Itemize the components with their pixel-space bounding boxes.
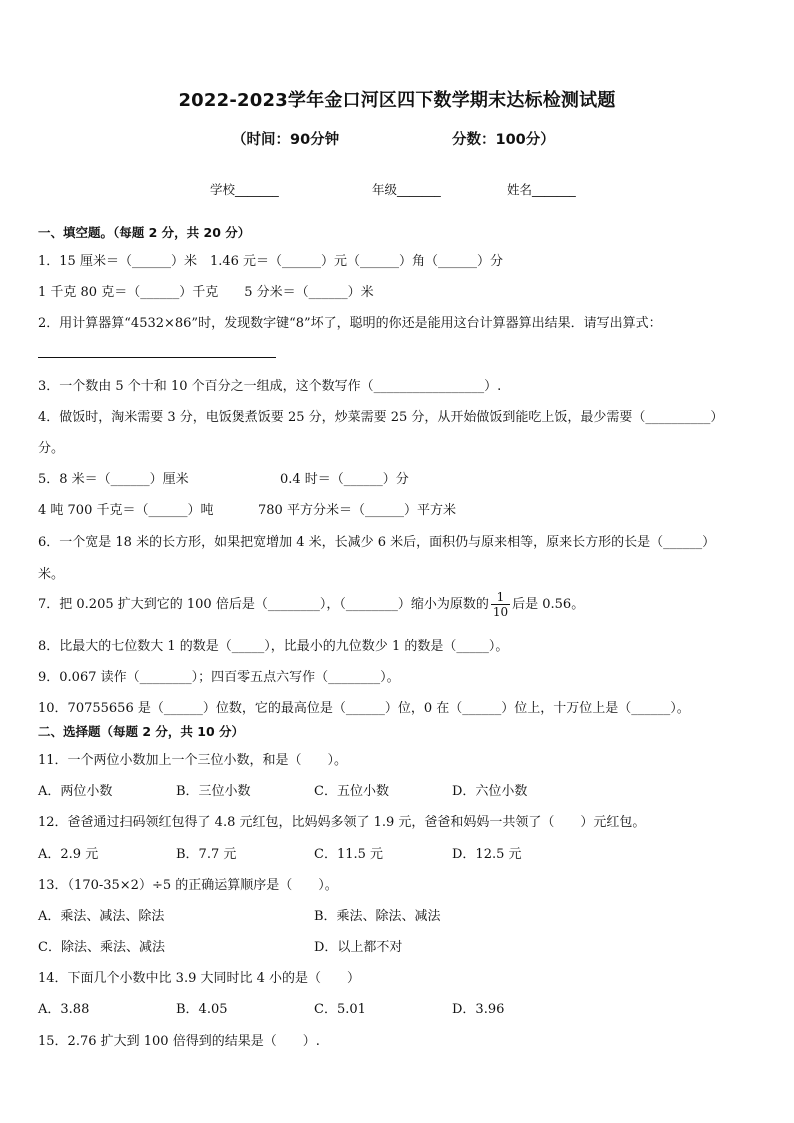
option-a: A．3.88: [38, 1002, 90, 1017]
option-b: B．三位小数: [176, 784, 251, 799]
exam-score: 分数：100分）: [452, 132, 555, 148]
fraction: [491, 590, 510, 619]
option-b: B．4.05: [176, 1002, 228, 1017]
question-1b: 1 千克 80 克＝（______）千克 5 分米＝（______）米: [38, 285, 374, 300]
option-d: D．以上都不对: [314, 940, 403, 955]
option-a: A．乘法、减法、除法: [38, 909, 165, 924]
question-7-post: 后是 0.56。: [512, 597, 585, 612]
section-heading-choice: 二、选择题（每题 2 分，共 10 分）: [38, 724, 245, 739]
question-10: 10．70755656 是（______）位数，它的最高位是（______）位，0 在（______）位上，十万位上是（______）。: [38, 701, 690, 716]
option-d: D．12.5 元: [452, 847, 522, 862]
question-7-pre: 7．把 0.205 扩大到它的 100 倍后是（________），（________）缩小为原数的: [38, 597, 489, 612]
question-15: 15．2.76 扩大到 100 倍得到的结果是（ ）.: [38, 1034, 320, 1049]
option-d: D．六位小数: [452, 784, 528, 799]
option-b: B．乘法、除法、减法: [314, 909, 441, 924]
question-1a: 1．15 厘米＝（______）米 1.46 元＝（______）元（______）角（______）分: [38, 254, 504, 269]
option-d: D．3.96: [452, 1002, 505, 1017]
exam-time: （时间：90分钟: [232, 132, 340, 148]
question-6a: 6．一个宽是 18 米的长方形，如果把宽增加 4 米，长减少 6 米后，面积仍与原来相等，原来长方形的长是（______）: [38, 535, 716, 550]
option-a: A．两位小数: [38, 784, 113, 799]
question-5a-right: 0.4 时＝（______）分: [280, 472, 409, 487]
school-field: 学校_______: [210, 182, 279, 197]
answer-line: [38, 357, 276, 358]
question-6b: 米。: [38, 567, 65, 582]
page-title: 2022-2023学年金口河区四下数学期末达标检测试题: [178, 90, 616, 111]
question-12: 12．爸爸通过扫码领红包得了 4.8 元红包，比妈妈多领了 1.9 元，爸爸和妈妈一共领了（ ）元红包。: [38, 815, 646, 830]
question-2: 2．用计算器算“4532×86”时，发现数字键“8”坏了，聪明的你还是能用这台计算器算出结果．请写出算式：: [38, 316, 662, 331]
section-heading-fill: 一、填空题。（每题 2 分，共 20 分）: [38, 225, 251, 240]
option-a: A．2.9 元: [38, 847, 99, 862]
question-4a: 4．做饭时，淘米需要 3 分，电饭煲煮饭要 25 分，炒菜需要 25 分，从开始做饭到能吃上饭，最少需要（__________）: [38, 410, 724, 425]
name-field: 姓名_______: [507, 182, 576, 197]
fraction-denominator: 10: [492, 605, 509, 619]
question-7: [38, 590, 584, 619]
option-c: C．5.01: [314, 1002, 366, 1017]
fraction-numerator: 1: [491, 590, 510, 605]
question-5b-left: 4 吨 700 千克＝（______）吨: [38, 503, 214, 518]
question-4b: 分。: [38, 441, 65, 456]
option-b: B．7.7 元: [176, 847, 237, 862]
question-3: 3．一个数由 5 个十和 10 个百分之一组成，这个数写作（_________________）.: [38, 379, 502, 394]
option-c: C．五位小数: [314, 784, 389, 799]
question-13: 13．（170-35×2）÷5 的正确运算顺序是（ ）。: [38, 878, 338, 893]
question-14: 14．下面几个小数中比 3.9 大同时比 4 小的是（ ）: [38, 971, 361, 986]
question-5b-right: 780 平方分米＝（______）平方米: [258, 503, 456, 518]
grade-field: 年级_______: [372, 182, 441, 197]
question-9: 9．0.067 读作（________）；四百零五点六写作（________）。: [38, 670, 400, 685]
option-c: C．11.5 元: [314, 847, 384, 862]
question-5a-left: 5．8 米＝（______）厘米: [38, 472, 189, 487]
question-8: 8．比最大的七位数大 1 的数是（_____），比最小的九位数少 1 的数是（_____）。: [38, 639, 509, 654]
option-c: C．除法、乘法、减法: [38, 940, 165, 955]
question-11: 11．一个两位小数加上一个三位小数，和是（ ）。: [38, 753, 348, 768]
